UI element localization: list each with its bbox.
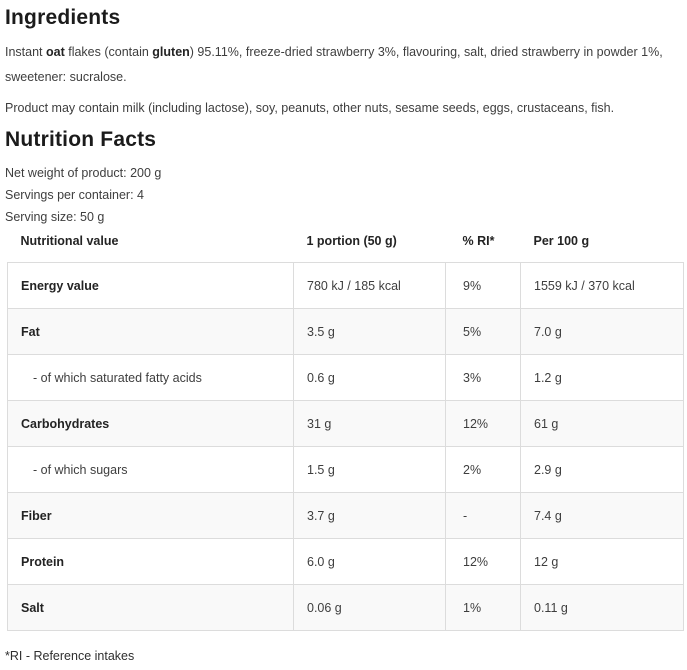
portion-value-cell: 780 kJ / 185 kcal: [294, 263, 446, 309]
ri-value-cell: 3%: [446, 355, 521, 401]
ingredient-emphasis: oat: [46, 45, 65, 59]
nutrient-label-cell: - of which saturated fatty acids: [8, 355, 294, 401]
portion-value-cell: 0.06 g: [294, 585, 446, 631]
per-100g-value-cell: 12 g: [521, 539, 684, 585]
column-header-ri: % RI*: [462, 234, 495, 248]
portion-value-cell: 3.7 g: [294, 493, 446, 539]
column-header-portion: 1 portion (50 g): [306, 234, 397, 248]
nutrient-label-cell: Salt: [8, 585, 294, 631]
ri-value-cell: 12%: [446, 539, 521, 585]
nutrition-table-body: [8, 263, 684, 631]
ingredient-text: Instant: [5, 45, 46, 59]
ingredient-text: ) 95.11%, freeze-dried strawberry 3%, flavouring, salt, dried strawberry in powder 1%, sweetener: sucralose.: [5, 45, 663, 84]
nutrient-label-cell: Energy value: [8, 263, 294, 309]
nutrition-table-row: [8, 447, 684, 493]
nutrition-table-row: [8, 539, 684, 585]
nutrition-table-row: [8, 585, 684, 631]
ingredients-description: [5, 40, 683, 90]
nutrition-table-row: [8, 309, 684, 355]
servings-per-container-line: Servings per container: 4: [5, 188, 144, 202]
nutrition-table-row: [8, 263, 684, 309]
nutrition-table-row: [8, 493, 684, 539]
nutrition-table-row: [8, 401, 684, 447]
nutrient-label-cell: - of which sugars: [8, 447, 294, 493]
per-100g-value-cell: 1.2 g: [521, 355, 684, 401]
portion-value-cell: 3.5 g: [294, 309, 446, 355]
ri-value-cell: 1%: [446, 585, 521, 631]
ingredients-heading: Ingredients: [5, 6, 121, 29]
portion-value-cell: 0.6 g: [294, 355, 446, 401]
ingredient-text: flakes (contain: [64, 45, 153, 59]
portion-value-cell: 1.5 g: [294, 447, 446, 493]
per-100g-value-cell: 7.0 g: [521, 309, 684, 355]
per-100g-value-cell: 61 g: [521, 401, 684, 447]
nutrition-table-row: [8, 355, 684, 401]
nutrient-label-cell: Protein: [8, 539, 294, 585]
allergen-note: Product may contain milk (including lactose), soy, peanuts, other nuts, sesame seeds, eggs, crustaceans, fish.: [5, 101, 615, 115]
ri-value-cell: 12%: [446, 401, 521, 447]
column-header-nutritional-value: Nutritional value: [20, 234, 119, 248]
ri-value-cell: 9%: [446, 263, 521, 309]
column-header-per-100g: Per 100 g: [533, 234, 590, 248]
ri-footnote: *RI - Reference intakes: [5, 649, 135, 663]
nutrient-label-cell: Fiber: [8, 493, 294, 539]
nutrition-facts-heading: Nutrition Facts: [5, 128, 157, 151]
serving-size-line: Serving size: 50 g: [5, 210, 105, 224]
nutrition-table: [7, 228, 684, 631]
per-100g-value-cell: 7.4 g: [521, 493, 684, 539]
nutrient-label-cell: Carbohydrates: [8, 401, 294, 447]
ri-value-cell: -: [446, 493, 521, 539]
per-100g-value-cell: 2.9 g: [521, 447, 684, 493]
ingredient-emphasis: gluten: [152, 45, 190, 59]
nutrient-label-cell: Fat: [8, 309, 294, 355]
ri-value-cell: 5%: [446, 309, 521, 355]
ri-value-cell: 2%: [446, 447, 521, 493]
nutrition-table-header-row: [8, 228, 684, 263]
portion-value-cell: 31 g: [294, 401, 446, 447]
per-100g-value-cell: 0.11 g: [521, 585, 684, 631]
per-100g-value-cell: 1559 kJ / 370 kcal: [521, 263, 684, 309]
portion-value-cell: 6.0 g: [294, 539, 446, 585]
net-weight-line: Net weight of product: 200 g: [5, 166, 162, 180]
